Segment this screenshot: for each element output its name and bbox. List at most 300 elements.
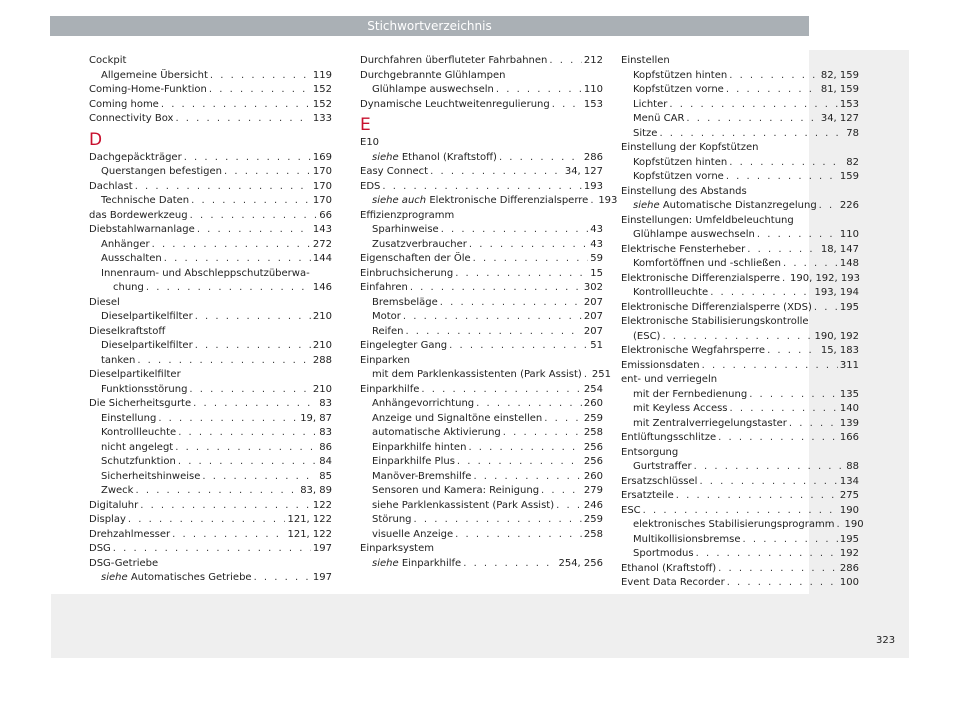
index-entry-label: mit der Fernbedienung xyxy=(633,388,748,400)
index-entry-term xyxy=(372,368,582,383)
index-entry-term xyxy=(113,281,144,296)
index-entry-label: ESC xyxy=(621,504,641,516)
dot-leader xyxy=(158,412,298,427)
index-entry-term xyxy=(633,127,657,142)
dot-leader xyxy=(184,151,311,166)
dot-leader xyxy=(718,562,838,577)
index-entry xyxy=(360,296,603,311)
page-reference[interactable]: 210 xyxy=(312,311,332,322)
index-entry-label: Die Sicherheitsgurte xyxy=(89,398,192,409)
index-entry-term xyxy=(372,151,497,166)
index-entry xyxy=(89,151,332,166)
dot-leader xyxy=(430,165,563,180)
index-entry-label: Digitaluhr xyxy=(89,499,139,511)
page-reference[interactable]: 146 xyxy=(312,282,332,293)
index-entry xyxy=(621,170,859,185)
index-entry-label: Dynamische Leuchtweitenregulierung xyxy=(360,98,550,110)
dot-leader xyxy=(729,156,844,171)
index-entry-term xyxy=(621,359,700,374)
index-entry xyxy=(360,484,603,499)
index-entry xyxy=(89,112,332,127)
section-header: Stichwortverzeichnis xyxy=(50,16,809,36)
page-reference[interactable]: 193, 194 xyxy=(814,287,859,298)
index-entry-term xyxy=(633,460,692,475)
index-entry-term xyxy=(360,98,550,113)
index-entry-term xyxy=(101,412,156,427)
page-reference[interactable]: 195 xyxy=(839,533,859,545)
dot-leader xyxy=(541,484,582,499)
dot-leader xyxy=(178,455,317,470)
page-reference[interactable]: 34, 127 xyxy=(820,113,859,124)
index-entry-label: Anzeige und Signaltöne einstellen xyxy=(372,412,543,424)
index-entry-term xyxy=(633,402,728,417)
dot-leader xyxy=(382,180,582,195)
index-entry-label: Elektronische Differenzialsperre xyxy=(621,272,780,284)
page-reference[interactable]: 254, 256 xyxy=(558,557,603,569)
dot-leader xyxy=(476,397,582,412)
index-entry-term xyxy=(372,557,461,572)
index-entry-term xyxy=(101,354,135,369)
index-entry xyxy=(89,354,332,369)
page-reference[interactable]: 83 xyxy=(319,398,332,409)
index-entry-term xyxy=(360,180,380,195)
dot-leader xyxy=(789,417,838,432)
index-column-1 xyxy=(89,54,332,586)
page-reference[interactable]: 170 xyxy=(312,166,332,177)
page-reference[interactable]: 85 xyxy=(319,470,332,482)
page-reference[interactable]: 260 xyxy=(583,398,603,409)
index-heading: Durchgebrannte Glühlampen xyxy=(360,69,506,81)
dot-leader xyxy=(473,252,589,267)
page-reference[interactable]: 83, 89 xyxy=(300,485,332,496)
dot-leader xyxy=(403,310,582,325)
index-entry xyxy=(89,571,332,586)
index-entry-label: Event Data Recorder xyxy=(621,577,725,588)
dot-leader xyxy=(441,223,589,238)
index-entry-term xyxy=(101,194,189,209)
page-reference[interactable]: 254 xyxy=(583,383,603,395)
index-entry xyxy=(360,83,603,98)
index-entry-term xyxy=(101,571,252,586)
dot-leader xyxy=(503,426,582,441)
index-entry-term xyxy=(633,286,708,301)
index-entry-term xyxy=(89,180,133,195)
page-reference[interactable]: 88 xyxy=(846,461,859,472)
index-entry-label: Easy Connect xyxy=(360,166,429,177)
index-entry xyxy=(89,542,332,557)
index-entry-label: Automatische Distanzregelung xyxy=(662,200,817,211)
page-reference[interactable]: 66 xyxy=(319,209,332,221)
index-entry xyxy=(89,281,332,296)
page-reference[interactable]: 15, 183 xyxy=(820,345,859,356)
dot-leader xyxy=(135,484,298,499)
page-reference[interactable]: 195 xyxy=(839,301,859,313)
page-reference[interactable]: 192 xyxy=(839,548,859,559)
page-reference[interactable]: 122 xyxy=(312,499,332,511)
page-reference[interactable]: 279 xyxy=(583,485,603,496)
index-entry-label: Einbruchsicherung xyxy=(360,267,454,279)
page-reference[interactable]: 152 xyxy=(312,84,332,95)
index-entry-term xyxy=(633,547,694,562)
page-reference[interactable]: 272 xyxy=(312,238,332,250)
index-entry-label: Anhängevorrichtung xyxy=(372,398,475,409)
index-entry-label: Sitze xyxy=(633,127,658,139)
page-reference[interactable]: 311 xyxy=(839,359,859,371)
page-reference[interactable]: 144 xyxy=(312,253,332,264)
page-reference[interactable]: 190, 192 xyxy=(814,330,859,342)
index-entry-label: Zusatzverbraucher xyxy=(372,238,467,250)
dot-leader xyxy=(694,460,845,475)
page-reference[interactable]: 134 xyxy=(839,475,859,487)
index-entry xyxy=(621,112,859,127)
dot-leader xyxy=(175,112,310,127)
index-entry-term xyxy=(372,296,438,311)
index-entry-label: das Bordewerkzeug xyxy=(89,209,188,221)
index-entry-label: Komfortöffnen und -schließen xyxy=(633,258,781,269)
dot-leader xyxy=(767,344,819,359)
index-entry xyxy=(360,412,603,427)
dot-leader xyxy=(702,359,838,374)
dot-leader xyxy=(729,69,819,84)
dot-leader xyxy=(164,252,311,267)
page-reference[interactable]: 251 xyxy=(591,369,611,380)
index-entry-term xyxy=(621,576,725,591)
page-reference[interactable]: 110 xyxy=(839,229,859,240)
index-entry-label: Dachlast xyxy=(89,180,133,192)
index-entry xyxy=(360,368,611,383)
page-reference[interactable]: 82 xyxy=(846,156,859,168)
index-entry-label: Schutzfunktion xyxy=(101,456,176,467)
index-entry-label: Sensoren und Kamera: Reinigung xyxy=(372,485,540,496)
page-reference[interactable]: 152 xyxy=(312,98,332,110)
page-reference[interactable]: 169 xyxy=(312,151,332,163)
dot-leader xyxy=(783,257,838,272)
page-reference[interactable]: 119 xyxy=(312,69,332,81)
page-reference[interactable]: 153 xyxy=(839,98,859,110)
index-entry xyxy=(621,127,859,142)
index-entry-term xyxy=(89,528,170,543)
page-reference[interactable]: 258 xyxy=(583,528,603,540)
index-entry-term xyxy=(360,339,447,354)
index-entry-term xyxy=(633,417,787,432)
dot-leader xyxy=(193,397,317,412)
dot-leader xyxy=(191,194,311,209)
index-entry xyxy=(621,417,859,432)
index-entry-term xyxy=(372,499,554,514)
index-entry-term xyxy=(89,151,182,166)
dot-leader xyxy=(190,209,318,224)
index-entry-term xyxy=(89,397,191,412)
index-entry-term xyxy=(101,455,176,470)
index-entry xyxy=(360,455,603,470)
index-entry-term xyxy=(372,426,501,441)
index-heading: Einstellen xyxy=(621,55,670,66)
page-reference[interactable]: 133 xyxy=(312,113,332,124)
page-reference[interactable]: 207 xyxy=(583,311,603,322)
index-entry-label: Einparkhilfe hinten xyxy=(372,441,467,453)
page-reference[interactable]: 100 xyxy=(839,577,859,588)
index-entry xyxy=(89,383,332,398)
index-entry xyxy=(621,69,859,84)
index-entry-label: Allgemeine Übersicht xyxy=(101,69,208,81)
dot-leader xyxy=(710,286,812,301)
page-reference[interactable]: 197 xyxy=(312,572,332,583)
dot-leader xyxy=(254,571,311,586)
index-entry-label: Funktionsstörung xyxy=(101,383,188,395)
page-reference[interactable]: 159 xyxy=(839,171,859,182)
dot-leader xyxy=(499,151,582,166)
index-entry-label: Glühlampe auswechseln xyxy=(372,84,494,95)
page-reference[interactable]: 246 xyxy=(583,499,603,511)
index-entry-term xyxy=(372,528,453,543)
page-reference[interactable]: 43 xyxy=(590,224,603,235)
index-entry-term xyxy=(101,484,133,499)
index-entry xyxy=(360,252,603,267)
index-entry xyxy=(621,272,859,287)
index-entry xyxy=(621,562,859,577)
page-reference[interactable]: 18, 147 xyxy=(820,243,859,255)
index-entry-label: Diebstahlwarnanlage xyxy=(89,224,195,235)
page-reference[interactable]: 193 xyxy=(583,180,603,192)
dot-leader xyxy=(556,499,582,514)
index-entry-term xyxy=(89,112,173,127)
index-entry-term xyxy=(633,83,724,98)
page-reference[interactable]: 302 xyxy=(583,282,603,293)
dot-leader xyxy=(189,383,310,398)
index-entry xyxy=(89,455,332,470)
page-reference[interactable]: 121, 122 xyxy=(287,528,332,540)
dot-leader xyxy=(113,542,311,557)
page-number: 323 xyxy=(876,635,896,646)
page-reference[interactable]: 193 xyxy=(598,195,618,206)
index-entry-label: Dachgepäckträger xyxy=(89,151,182,163)
index-entry xyxy=(89,470,332,485)
index-entry-label: Ersatzteile xyxy=(621,490,674,501)
index-entry-term xyxy=(633,533,740,548)
index-entry-label: Connectivity Box xyxy=(89,113,174,124)
page-reference[interactable]: 86 xyxy=(319,441,332,453)
index-entry-label: Ethanol (Kraftstoff) xyxy=(401,151,497,163)
see-reference: siehe auch xyxy=(372,195,427,206)
index-entry-label: mit Zentralverriegelungstaster xyxy=(633,417,787,429)
dot-leader xyxy=(202,470,317,485)
index-entry-label: Einparkhilfe Plus xyxy=(372,456,455,467)
page-reference[interactable]: 140 xyxy=(839,403,859,414)
index-entry xyxy=(89,513,332,528)
page-reference[interactable]: 197 xyxy=(312,543,332,554)
dot-leader xyxy=(742,533,837,548)
page-reference[interactable]: 135 xyxy=(839,388,859,400)
page-reference[interactable]: 286 xyxy=(583,151,603,163)
index-entry xyxy=(360,397,603,412)
dot-leader xyxy=(140,499,311,514)
index-entry-term xyxy=(633,69,727,84)
dot-leader xyxy=(669,98,838,113)
index-entry-label: Reifen xyxy=(372,325,404,337)
page-reference[interactable]: 256 xyxy=(583,441,603,453)
index-entry-term xyxy=(101,238,150,253)
index-entry-label: Ausschalten xyxy=(101,253,162,264)
page-reference[interactable]: 207 xyxy=(583,296,603,308)
index-entry-label: EDS xyxy=(360,180,381,192)
page-reference[interactable]: 226 xyxy=(839,200,859,211)
index-entry xyxy=(360,325,603,340)
page-reference[interactable]: 207 xyxy=(583,325,603,337)
index-entry xyxy=(89,238,332,253)
page-reference[interactable]: 110 xyxy=(583,84,603,95)
page-reference[interactable]: 258 xyxy=(583,427,603,438)
page-reference[interactable]: 286 xyxy=(839,562,859,574)
page-reference[interactable]: 148 xyxy=(839,258,859,269)
index-entry-label: Störung xyxy=(372,514,412,525)
page-reference[interactable]: 34, 127 xyxy=(564,166,603,177)
index-entry xyxy=(360,281,603,296)
index-entry-label: mit dem Parklenkassistenten (Park Assist) xyxy=(372,369,582,380)
page-reference[interactable]: 143 xyxy=(312,224,332,235)
index-entry xyxy=(621,576,859,591)
index-heading: Diesel xyxy=(89,296,120,308)
index-entry-term xyxy=(633,228,755,243)
page-reference[interactable]: 121, 122 xyxy=(287,514,332,525)
index-entry-term xyxy=(372,397,474,412)
page-reference[interactable]: 78 xyxy=(846,127,859,139)
index-heading: E10 xyxy=(360,137,380,148)
page-reference[interactable]: 82, 159 xyxy=(820,69,859,81)
index-entry xyxy=(621,98,859,113)
page-reference[interactable]: 190 xyxy=(844,519,864,530)
index-heading: ent- und verriegeln xyxy=(621,374,718,385)
dot-leader xyxy=(178,426,317,441)
index-entry-term xyxy=(633,98,667,113)
index-entry xyxy=(360,54,603,69)
index-entry xyxy=(89,528,332,543)
dot-leader xyxy=(473,470,581,485)
dot-leader xyxy=(440,296,582,311)
index-entry-label: Eingelegter Gang xyxy=(360,340,448,351)
dot-leader xyxy=(782,272,788,287)
index-entry-label: automatische Aktivierung xyxy=(372,427,501,438)
index-entry-label: Sicherheitshinweise xyxy=(101,470,201,482)
index-entry-term xyxy=(101,165,222,180)
index-entry-label: tanken xyxy=(101,354,136,366)
see-reference: siehe xyxy=(101,572,128,583)
dot-leader xyxy=(137,354,311,369)
dot-leader xyxy=(814,301,838,316)
page-reference[interactable]: 210 xyxy=(312,340,332,351)
index-entry-term xyxy=(633,199,817,214)
index-entry-label: Kopfstützen hinten xyxy=(633,69,728,81)
page-reference[interactable]: 288 xyxy=(312,354,332,366)
dot-leader xyxy=(172,528,285,543)
page-reference[interactable]: 153 xyxy=(583,98,603,110)
dot-leader xyxy=(819,199,838,214)
page-reference[interactable]: 19, 87 xyxy=(300,412,332,424)
dot-leader xyxy=(549,54,582,69)
index-entry xyxy=(89,165,332,180)
dot-leader xyxy=(414,513,582,528)
page-reference[interactable]: 259 xyxy=(583,412,603,424)
index-entry-term xyxy=(633,330,660,345)
index-entry-label: Sportmodus xyxy=(633,548,694,559)
page-reference[interactable]: 259 xyxy=(583,514,603,525)
index-entry-label: Durchfahren überfluteter Fahrbahnen xyxy=(360,55,548,66)
dot-leader xyxy=(696,547,838,562)
index-entry xyxy=(360,528,603,543)
page-reference[interactable]: 256 xyxy=(583,456,603,467)
index-entry-label: Bremsbeläge xyxy=(372,296,438,308)
index-heading: Entsorgung xyxy=(621,446,679,458)
index-entry xyxy=(360,557,603,572)
page-reference[interactable]: 170 xyxy=(312,180,332,192)
index-entry-term xyxy=(633,156,727,171)
index-entry xyxy=(89,83,332,98)
dot-leader xyxy=(659,127,844,142)
index-entry-label: Multikollisionsbremse xyxy=(633,533,741,545)
page-reference[interactable]: 139 xyxy=(839,417,859,429)
page-reference[interactable]: 15 xyxy=(590,267,603,279)
index-entry-term xyxy=(360,252,471,267)
page-reference[interactable]: 43 xyxy=(590,238,603,250)
index-entry-label: Motor xyxy=(372,311,401,322)
index-entry xyxy=(621,330,859,345)
index-heading: Innenraum- und Abschleppschutzüberwa- xyxy=(101,267,310,279)
page-reference[interactable]: 190 xyxy=(839,504,859,516)
index-entry-term xyxy=(89,209,188,224)
index-heading: Effizienzprogramm xyxy=(360,209,455,221)
index-entry xyxy=(360,383,603,398)
dot-leader xyxy=(699,475,837,490)
index-heading: Einparken xyxy=(360,354,410,366)
index-entry-term xyxy=(89,98,159,113)
dot-leader xyxy=(468,441,581,456)
index-entry-term xyxy=(621,301,812,316)
page-reference[interactable]: 81, 159 xyxy=(820,84,859,95)
index-entry xyxy=(360,98,603,113)
index-entry-label: Einfahren xyxy=(360,282,408,293)
dot-leader xyxy=(469,238,588,253)
index-entry xyxy=(621,388,859,403)
page-reference[interactable]: 51 xyxy=(590,340,603,351)
index-entry-label: Coming-Home-Funktion xyxy=(89,84,207,95)
page-reference[interactable]: 275 xyxy=(839,490,859,501)
dot-leader xyxy=(552,98,582,113)
page-reference[interactable]: 59 xyxy=(590,253,603,264)
index-entry-label: Dieselpartikelfilter xyxy=(101,340,193,351)
page-reference[interactable]: 190, 192, 193 xyxy=(790,272,860,284)
index-entry-label: (ESC) xyxy=(633,330,661,342)
index-entry-term xyxy=(372,238,467,253)
index-entry-label: Menü CAR xyxy=(633,113,685,124)
page-reference[interactable]: 210 xyxy=(312,383,332,395)
page-reference[interactable]: 170 xyxy=(312,195,332,206)
dot-leader xyxy=(590,194,596,209)
page-reference[interactable]: 84 xyxy=(319,456,332,467)
dot-leader xyxy=(544,412,582,427)
page-reference[interactable]: 83 xyxy=(319,427,332,438)
dot-leader xyxy=(197,223,311,238)
page-reference[interactable]: 166 xyxy=(839,432,859,443)
page-reference[interactable]: 260 xyxy=(583,470,603,482)
index-column-2 xyxy=(360,54,618,571)
dot-leader xyxy=(410,281,582,296)
page-reference[interactable]: 212 xyxy=(583,55,603,66)
index-entry xyxy=(621,243,859,258)
index-entry xyxy=(360,470,603,485)
index-entry-term xyxy=(372,310,401,325)
index-entry-term xyxy=(621,562,716,577)
index-entry-label: Kopfstützen vorne xyxy=(633,84,724,95)
dot-leader xyxy=(686,112,818,127)
